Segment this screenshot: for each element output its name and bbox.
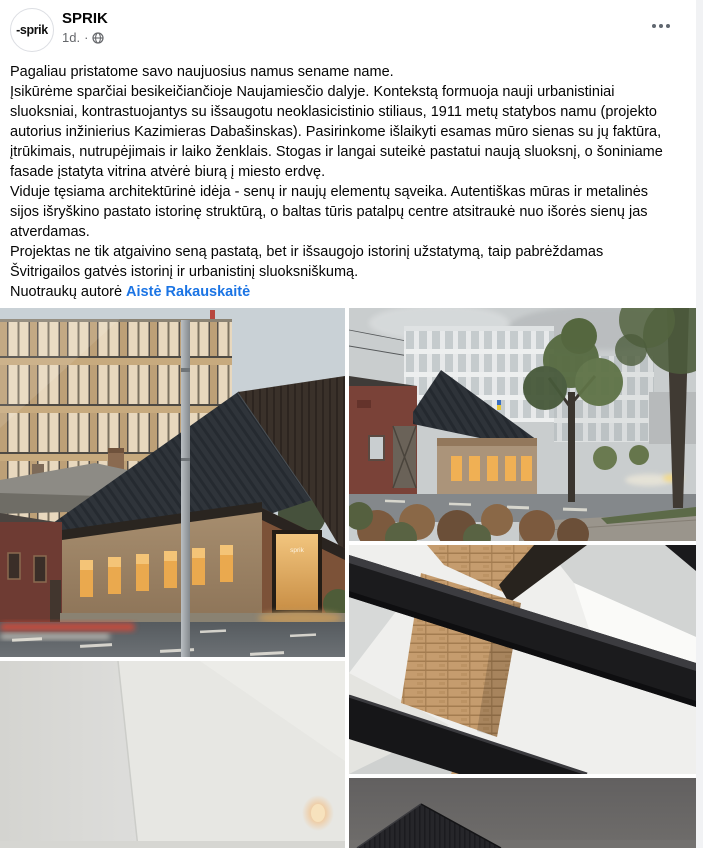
photo-interior-beams-image: [349, 545, 696, 774]
post-text-line: Pagaliau pristatome savo naujuosius namus sename name.: [10, 64, 394, 80]
photo-white-interior-image: [0, 661, 345, 848]
sprik-sign-text: sprik: [290, 547, 304, 554]
post-meta: [62, 30, 108, 46]
photo-grid: [0, 308, 696, 848]
post-text-line: atverdamas.: [10, 224, 90, 240]
photo-credit-line: [10, 282, 686, 302]
post-text-line: fasade įstatyta vitrina atvėrė biurą į miesto erdvę.: [10, 164, 326, 180]
credit-author-link[interactable]: Aistė Rakauskaitė: [126, 284, 251, 300]
scrollbar-track[interactable]: [696, 0, 703, 848]
post-text-line: sluoksniai, kontrastuojantys su išsaugotu neoklasicistinio stiliaus, 1911 metų statybos namu (projekto: [10, 104, 657, 120]
post-text-line: Įsikūrėme sparčiai besikeičiančioje Naujamiesčio dalyje. Kontekstą formuoja nauji urbanistiniai: [10, 84, 615, 100]
post-text-line: įtrūkimais, nutrupėjimais ir laiko ženklais. Stogas ir langai suteikė pastatui naują sluoksnį, o šoniniame: [10, 144, 663, 160]
avatar-logo-text: -sprik: [16, 23, 48, 37]
credit-prefix: Nuotraukų autorė: [10, 284, 123, 300]
more-options-button[interactable]: [647, 16, 675, 36]
post-text-line: sijos išryškino pastato istorinę struktūrą, o baltas tūris patalpų centre atsitraukė nuo išorės sienų jas: [10, 204, 648, 220]
post-text-line: autorius inžinierius Kazimieras Dabašinskas). Pasirinkome išlaikyti esamas mūro sienas su jų faktūra,: [10, 124, 662, 140]
post-text-line: Projektas ne tik atgaivino seną pastatą, bet ir išsaugojo istorinį užstatymą, taip pabrėždamas: [10, 244, 604, 260]
photo-interior-beams[interactable]: [349, 545, 696, 774]
photo-street-view-image: [349, 308, 696, 541]
globe-icon: [92, 32, 104, 44]
header-text: [62, 9, 108, 46]
meta-separator: ·: [84, 30, 89, 45]
photo-street-view[interactable]: [349, 308, 696, 541]
post-text-line: Viduje tęsiama architektūrinė idėja - senų ir naujų elementų sąveika. Autentiškas mūras ir metalinės: [10, 184, 649, 200]
photo-roof-peak[interactable]: [349, 778, 696, 848]
photo-white-interior[interactable]: [0, 661, 345, 848]
post-text-line: Švitrigailos gatvės istorinį ir urbanistinį sluoksniškumą.: [10, 264, 359, 280]
post-text: [0, 52, 696, 302]
post-header: [0, 0, 703, 52]
photo-roof-peak-image: [349, 778, 696, 848]
three-dots-icon: [652, 24, 656, 28]
photo-street-corner[interactable]: [0, 308, 345, 657]
timestamp[interactable]: 1d.: [62, 30, 81, 45]
page-name-link[interactable]: SPRIK: [62, 10, 108, 27]
photo-street-corner-image: [0, 308, 345, 657]
avatar[interactable]: [10, 8, 54, 52]
